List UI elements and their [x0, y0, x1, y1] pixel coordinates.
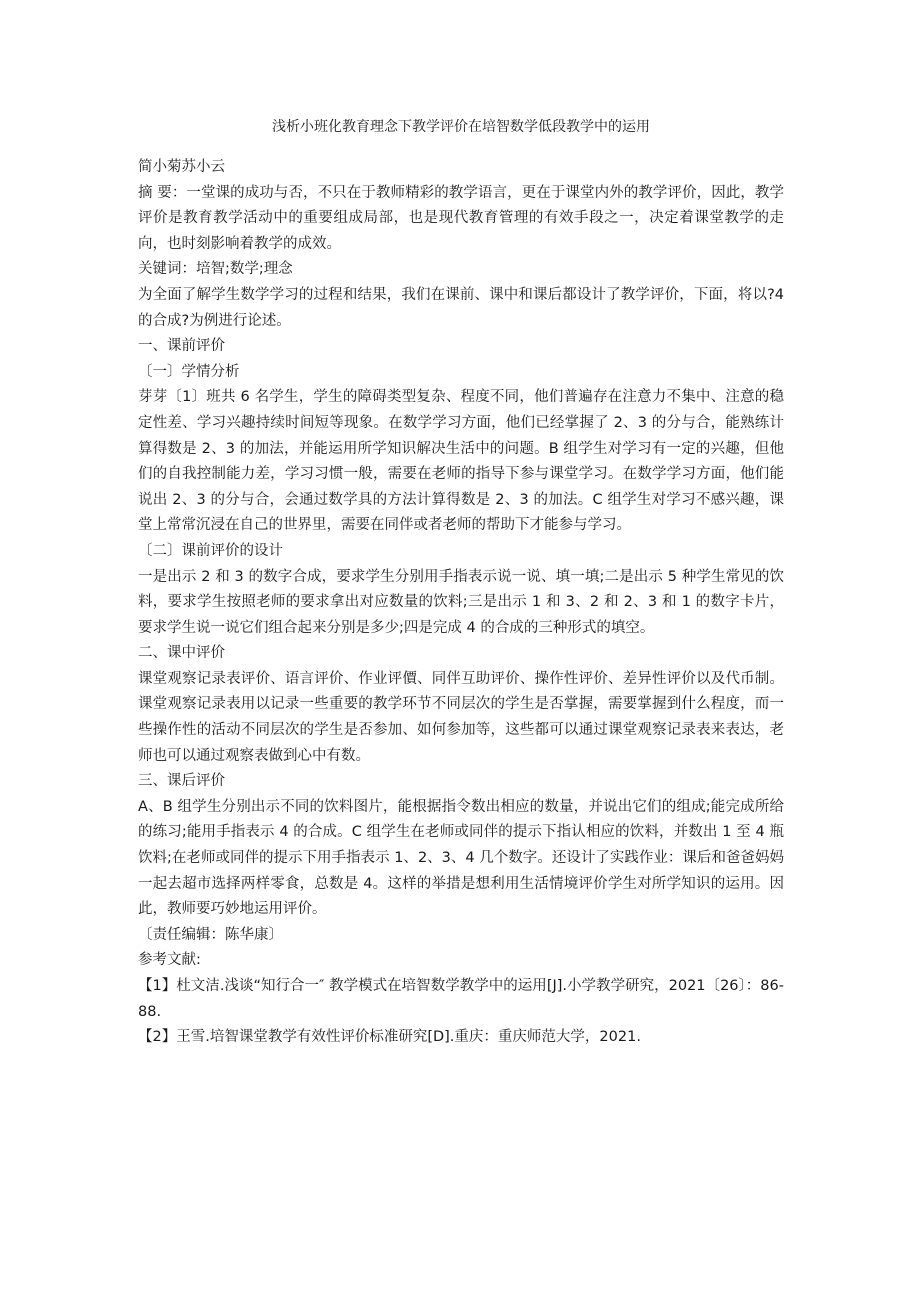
- section-heading-1: 一、课前评价: [138, 338, 225, 355]
- section-heading-3: 三、课后评价: [138, 773, 225, 790]
- editor-note: 〔责任编辑：陈华康〕: [138, 926, 283, 943]
- document-body: [138, 155, 784, 1051]
- section-heading-2: 二、课中评价: [138, 645, 225, 662]
- references-heading: 参考文献:: [138, 952, 201, 969]
- section-paragraph-3: A、B 组学生分别出示不同的饮料图片，能根据指令数出相应的数量，并说出它们的组成;能完成所给的练习;能用手指表示 4 的合成。C 组学生在老师或同伴的提示下指认相应的饮料，并数出 1 至 4 瓶饮料;在老师或同伴的提示下用手指表示 1、2、3、4 几个数字。还设计了实践作业：课后和爸爸妈妈一起去超市选择两样零食，总数是 4。这样的举措是想利用生活情境评价学生对所学知识的运用。因此，教师要巧妙地运用评价。: [138, 798, 784, 918]
- section-paragraph-2: 课堂观察记录表评价、语言评价、作业评價、同伴互助评价、操作性评价、差异性评价以及代币制。课堂观察记录表用以记录一些重要的教学环节不同层次的学生是否掌握，需要掌握到什么程度，而一些操作性的活动不同层次的学生是否参加、如何参加等，这些都可以通过课堂观察记录表来表达，老师也可以通过观察表做到心中有数。: [138, 670, 784, 764]
- subsection-heading-1-1: 〔一〕学情分析: [138, 363, 240, 380]
- abstract: 摘 要：一堂课的成功与否，不只在于教师精彩的教学语言，更在于课堂内外的教学评价，因此，教学评价是教育教学活动中的重要组成局部，也是现代教育管理的有效手段之一，决定着课堂教学的走向，也时刻影响着教学的成效。: [138, 184, 784, 252]
- reference-item: 【1】杜文洁.浅谈“知行合一″ 教学模式在培智数学教学中的运用[J].小学教学研究，2021〔26〕：86-88.: [138, 978, 784, 1020]
- subsection-paragraph-1-1: 芽芽〔1〕班共 6 名学生，学生的障碍类型复杂、程度不同，他们普遍存在注意力不集中、注意的稳定性差、学习兴趣持续时间短等现象。在数学学习方面，他们已经掌握了 2、3 的分与合，能熟练计算得数是 2、3 的加法，并能运用所学知识解决生活中的问题。B 组学生对学习有一定的兴趣，但他们的自我控制能力差，学习习惯一般，需要在老师的指导下参与课堂学习。在数学学习方面，他们能说出 2、3 的分与合，会通过数学具的方法计算得数是 2、3 的加法。C 组学生对学习不感兴趣，课堂上常常沉浸在自己的世界里，需要在同伴或者老师的帮助下才能参与学习。: [138, 389, 784, 534]
- authors: 简小菊苏小云: [138, 159, 225, 175]
- intro-paragraph: 为全面了解学生数学学习的过程和结果，我们在课前、课中和课后都设计了教学评价，下面，将以?4 的合成?为例进行论述。: [138, 286, 784, 329]
- keywords: 关键词：培智;数学;理念: [138, 261, 293, 278]
- subsection-heading-1-2: 〔二〕课前评价的设计: [138, 542, 283, 559]
- subsection-paragraph-1-2: 一是出示 2 和 3 的数字合成，要求学生分别用手指表示说一说、填一填;二是出示 5 种学生常见的饮料，要求学生按照老师的要求拿出对应数量的饮料;三是出示 1 和 3、2 和 2、3 和 1 的数字卡片，要求学生说一说它们组合起来分别是多少;四是完成 4 的合成的三种形式的填空。: [138, 568, 784, 636]
- reference-item: 【2】王雪.培智课堂教学有效性评价标准研究[D].重庆：重庆师范大学，2021.: [138, 1029, 641, 1046]
- document-title: 浅析小班化教育理念下教学评价在培智数学低段教学中的运用: [272, 119, 650, 135]
